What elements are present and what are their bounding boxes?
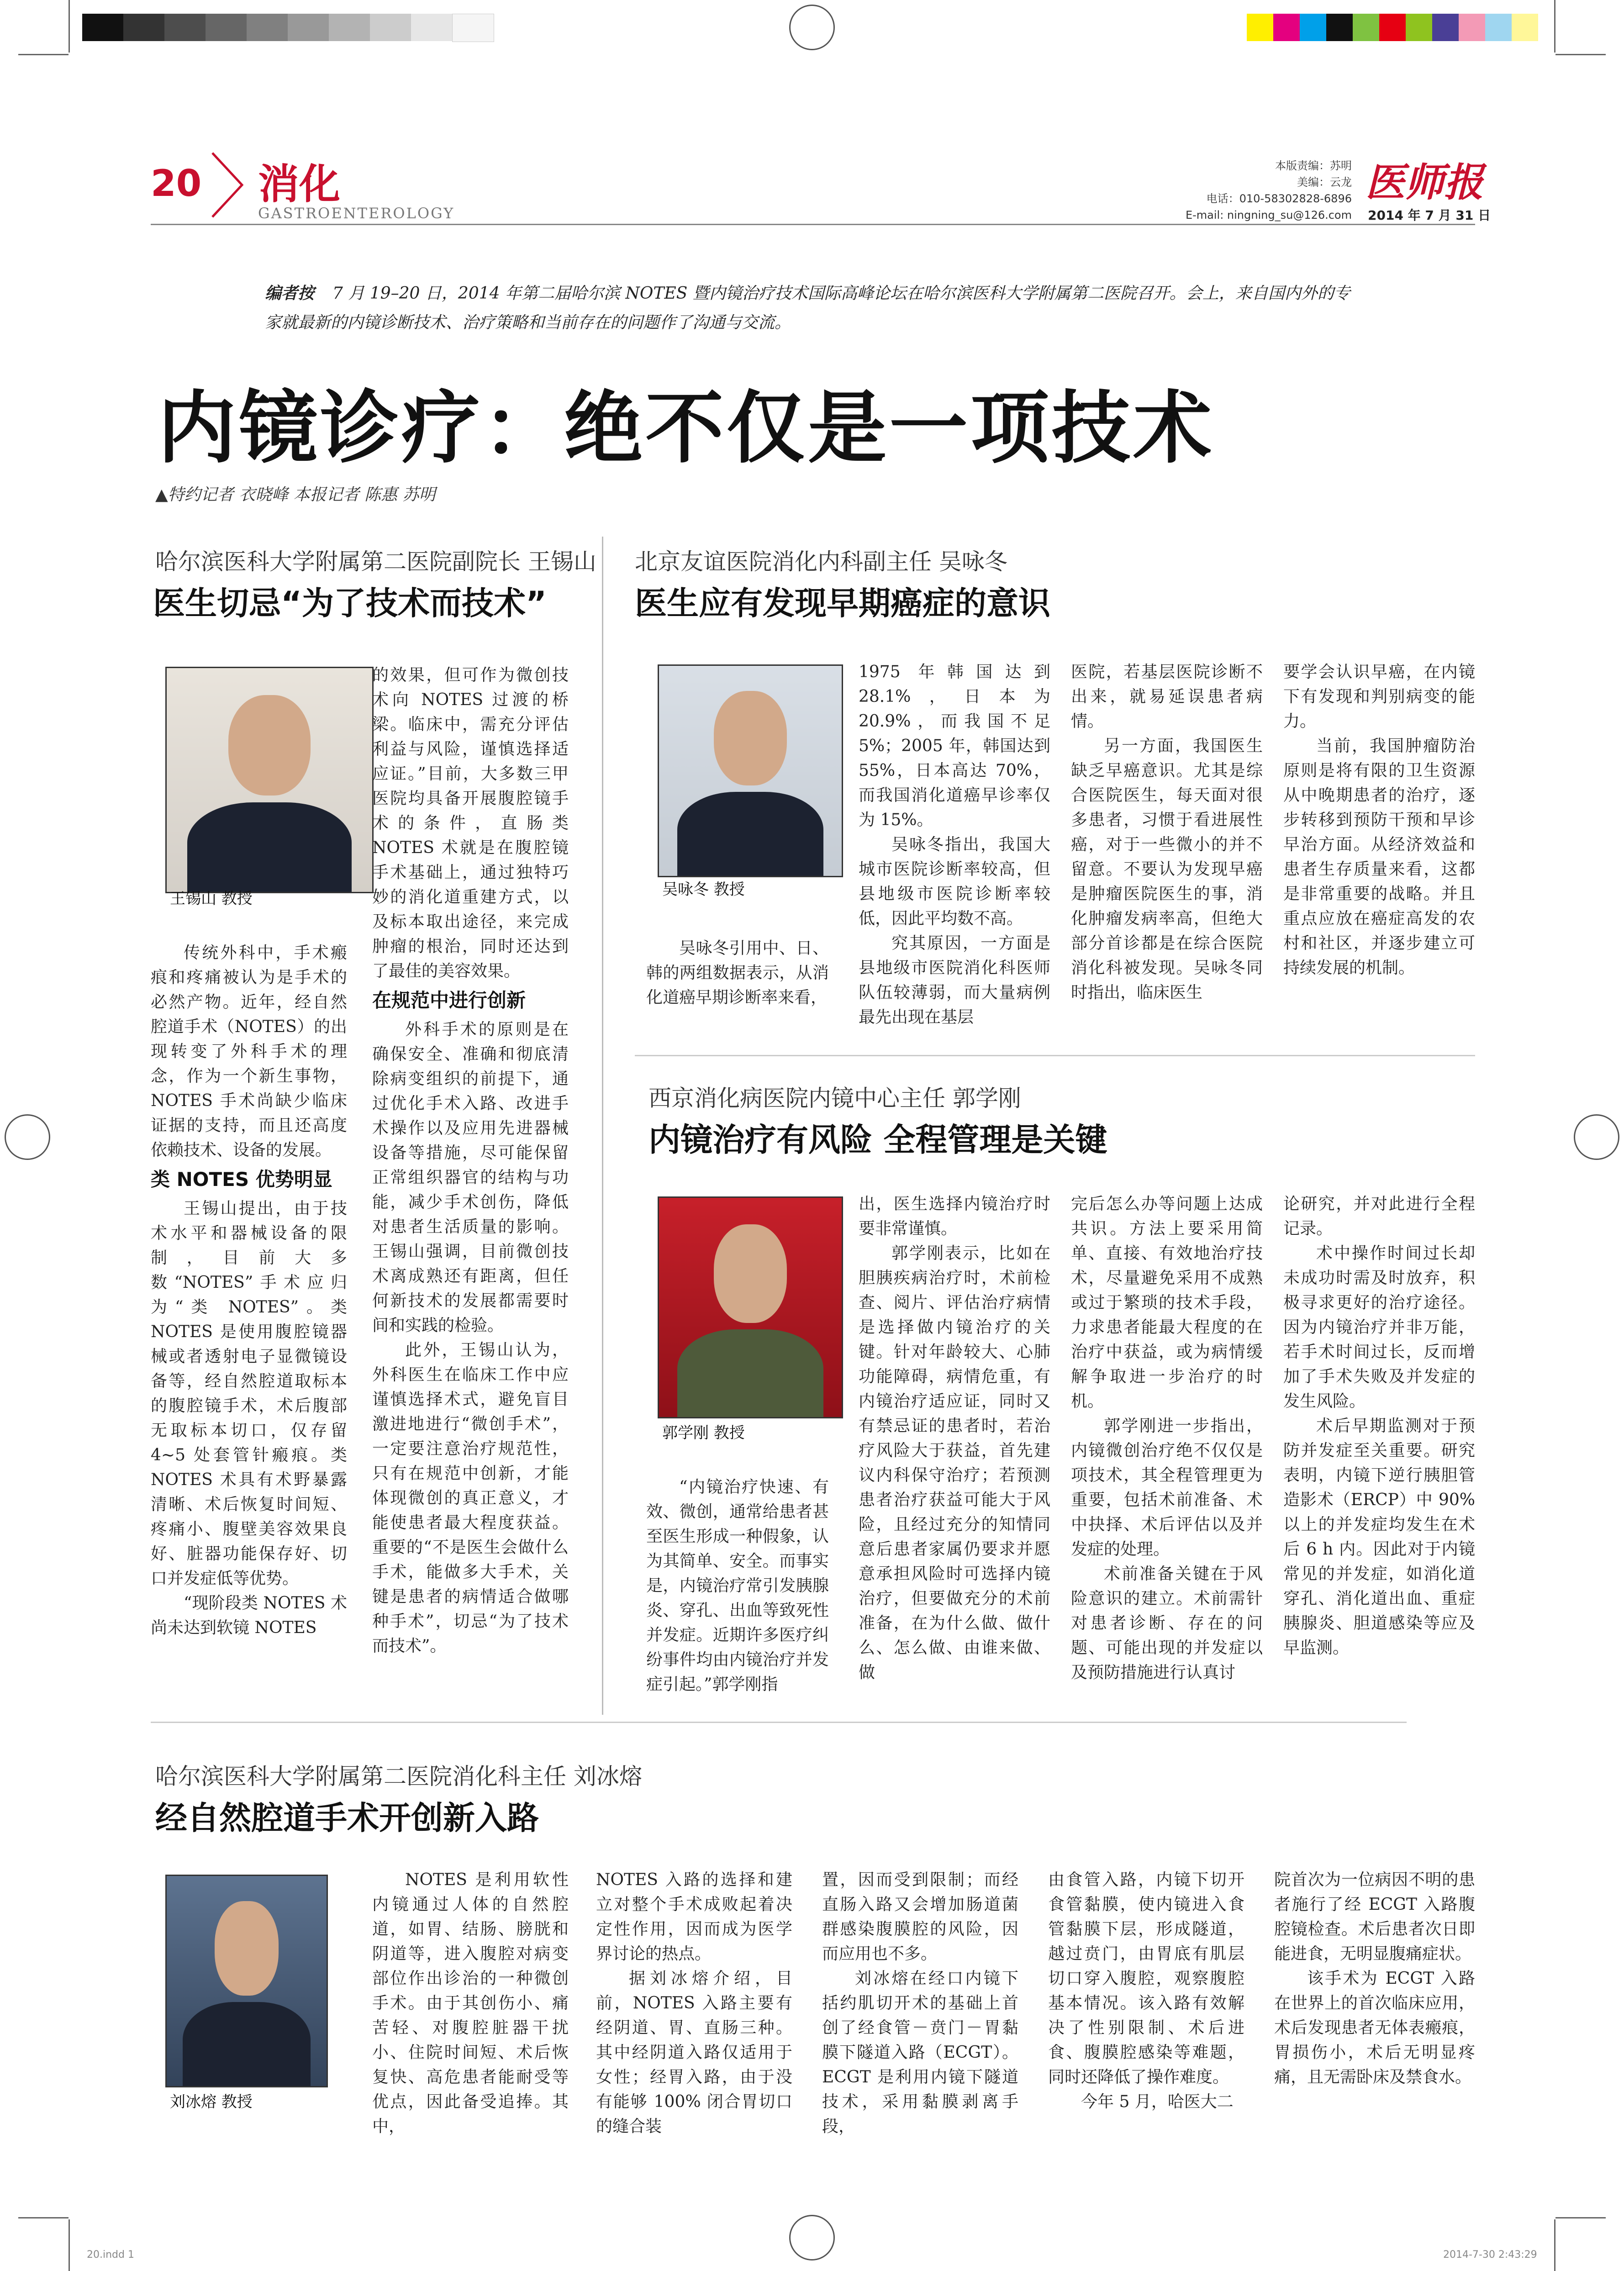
paragraph: 1975 年韩国达到 28.1%，日本为 20.9%，而我国不足 5%；2005 年，韩国达到 55%，日本高达 70%，而我国消化道癌早诊率仅为 15%。: [859, 663, 1050, 829]
paragraph: 外科手术的原则是在确保安全、准确和彻底清除病变组织的前提下，通过优化手术入路、改进手术操作以及应用先进器械设备等措施，尽可能保留正常组织器官的结构与功能，减少手术创伤，降低对患者生活质量的影响。王锡山强调，目前微创技术离成熟还有距离，但任何新技术的发展都需要时间和实践的检验。: [372, 1020, 569, 1335]
contact-email: E-mail: ningning_su@126.com: [1185, 209, 1352, 221]
section-title: 消化: [258, 160, 340, 208]
editor-note: [265, 279, 1361, 337]
crop-mark: [1554, 2219, 1555, 2271]
paragraph: 术后早期监测对于预防并发症至关重要。研究表明，内镜下逆行胰胆管造影术（ERCP）中 90% 以上的并发症均发生在术后 6 h 内。因此对于内镜常见的并发症，如消化道穿孔、消化道出血、重症胰腺炎、胆道感染等应及早监测。: [1283, 1417, 1475, 1657]
paragraph: 院首次为一位病因不明的患者施行了经 ECGT 入路腹腔镜检查。术后患者次日即能进食，无明显腹痛症状。: [1274, 1871, 1475, 1963]
registration-mark-left: [5, 1114, 50, 1160]
paragraph: 吴咏冬指出，我国大城市医院诊断率较高，但县地级市医院诊断率较低，因此平均数不高。: [859, 835, 1050, 928]
paragraph: 的效果，但可作为微创技术向 NOTES 过渡的桥梁。临床中，需充分评估利益与风险，谨慎选择适应证。”目前，大多数三甲医院均具备开展腹腔镜手术的条件，直肠类 NOTES 术就是在腹腔镜手术基础上，通过独特巧妙的消化道重建方式，以及标本取出途径，来完成肿瘤的根治，同时还达到了最佳的美容效果。: [372, 666, 569, 980]
paragraph: “内镜治疗快速、有效、微创，通常给患者甚至医生形成一种假象，认为其简单、安全。而事实是，内镜治疗常引发胰腺炎、穿孔、出血等致死性并发症。近期许多医疗纠纷事件均由内镜治疗并发症引起。”郭学刚指: [646, 1478, 829, 1694]
registration-mark-bottom: [789, 2215, 835, 2260]
editor-note-text: 7 月 19–20 日，2014 年第二届哈尔滨 NOTES 暨内镜治疗技术国际高峰论坛在哈尔滨医科大学附属第二医院召开。会上，来自国内外的专家就最新的内镜诊断技术、治疗策略和当前存在的问题作了沟通与交流。: [265, 284, 1350, 332]
article-title: 经自然腔道手术开创新入路: [155, 1799, 539, 1837]
photo-caption: 王锡山 教授: [170, 890, 253, 908]
contact-phone: 电话：010-58302828-6896: [1206, 192, 1352, 205]
paragraph: 术中操作时间过长却未成功时需及时放弃，积极寻求更好的治疗途径。因为内镜治疗并非万能，若手术时间过长，反而增加了手术失败及并发症的发生风险。: [1283, 1244, 1475, 1411]
article-column: [151, 941, 347, 1640]
footer-timestamp: 2014-7-30 2:43:29: [1443, 2249, 1537, 2260]
portrait-photo: [658, 1196, 843, 1418]
editor-note-label: 编者按: [265, 284, 315, 303]
paragraph: NOTES 入路的选择和建立对整个手术成败起着决定性作用，因而成为医学界讨论的热点。: [596, 1871, 792, 1963]
subheading: 在规范中进行创新: [372, 989, 526, 1012]
article-column: [646, 1475, 829, 1697]
paragraph: 由食管入路，内镜下切开食管黏膜，使内镜进入食管黏膜下层，形成隧道，越过贲门，由胃底有肌层切口穿入腹腔，观察腹腔基本情况。该入路有效解决了性别限制、术后进食、腹膜腔感染等难题，同时还降低了操作难度。: [1048, 1871, 1244, 2087]
article-column: [859, 1192, 1050, 1685]
subheading: 类 NOTES 优势明显: [151, 1168, 332, 1191]
article-column: [1071, 1192, 1263, 1685]
article-kicker: 哈尔滨医科大学附属第二医院副院长 王锡山: [155, 548, 596, 575]
section-divider: [635, 1055, 1475, 1056]
paragraph: 今年 5 月，哈医大二: [1081, 2092, 1234, 2111]
article-kicker: 哈尔滨医科大学附属第二医院消化科主任 刘冰熔: [155, 1763, 642, 1790]
issue-date: 2014 年 7 月 31 日: [1368, 208, 1491, 223]
crop-mark: [1555, 2217, 1606, 2218]
paragraph: 刘冰熔在经口内镜下括约肌切开术的基础上首创了经食管－贲门－胃黏膜下隧道入路（ECGT）。ECGT 是利用内镜下隧道技术，采用黏膜剥离手段，: [822, 1969, 1018, 2136]
portrait-photo: [165, 1875, 328, 2087]
registration-mark-right: [1574, 1114, 1619, 1160]
editor-info: [1183, 158, 1352, 223]
paragraph: 此外，王锡山认为，外科医生在临床工作中应谨慎选择术式，避免盲目激进地进行“微创手术”，一定要注意治疗规范性，只有在规范中创新，才能体现微创的真正意义，才能使患者最大程度获益。重要的“不是医生会做什么手术，能做多大手术，关键是患者的病情适合做哪种手术”，切忌“为了技术而技术”。: [372, 1341, 569, 1655]
article-column: [646, 936, 829, 1010]
portrait-photo: [165, 667, 374, 893]
crop-mark: [69, 2219, 70, 2271]
paragraph: 置，因而受到限制；而经直肠入路又会增加肠道菌群感染腹膜腔的风险，因而应用也不多。: [822, 1871, 1018, 1963]
article-column: [1283, 660, 1475, 980]
portrait-photo: [658, 664, 843, 877]
crop-mark: [1554, 0, 1555, 53]
article-title: 医生切忌“为了技术而技术”: [153, 585, 547, 622]
headline: 内镜诊疗：绝不仅是一项技术: [158, 381, 1214, 474]
editor-name: 本版责编：苏明: [1275, 159, 1352, 172]
chevron-icon: [210, 151, 247, 219]
footer-file: 20.indd 1: [87, 2249, 134, 2260]
paragraph: NOTES 是利用软性内镜通过人体的自然腔道，如胃、结肠、膀胱和阴道等，进入腹腔对病变部位作出诊治的一种微创手术。由于其创伤小、痛苦轻、对腹腔脏器干扰小、住院时间短、术后恢复快、高危患者能耐受等优点，因此备受追捧。其中，: [372, 1871, 569, 2136]
article-column: [1283, 1192, 1475, 1660]
article-kicker: 西京消化病医院内镜中心主任 郭学刚: [649, 1085, 1021, 1112]
paragraph: 完后怎么办等问题上达成共识。方法上要采用简单、直接、有效地治疗技术，尽量避免采用不成熟或过于繁琐的技术手段，力求患者能最大程度的在治疗中获益，或为病情缓解争取进一步治疗的时机。: [1071, 1195, 1263, 1411]
page-number: 20: [151, 162, 202, 205]
article-column: [372, 663, 569, 1659]
paragraph: 吴咏冬引用中、日、韩的两组数据表示，从消化道癌早期诊断率来看，: [646, 939, 829, 1007]
article-column: [1274, 1868, 1475, 2090]
crop-mark: [1555, 54, 1606, 55]
crop-mark: [18, 2217, 69, 2218]
photo-caption: 郭学刚 教授: [662, 1424, 745, 1442]
crop-mark: [69, 0, 70, 53]
paper-logo: 医师报: [1366, 159, 1483, 205]
paragraph: 要学会认识早癌，在内镜下有发现和判别病变的能力。: [1283, 663, 1475, 731]
article-column: [822, 1868, 1018, 2139]
paragraph: 论研究，并对此进行全程记录。: [1283, 1195, 1475, 1238]
paragraph: 王锡山提出，由于技术水平和器械设备的限制，目前大多数“NOTES”手术应归为“类 NOTES”。类 NOTES 是使用腹腔镜器械或者透射电子显微镜设备等，经自然腔道取标本的腹腔镜手术，术后腹部无取标本切口，仅存留 4~5 处套管针瘢痕。类 NOTES 术具有术野暴露清晰、术后恢复时间短、疼痛小、腹壁美容效果良好、脏器功能保存好、切口并发症低等优势。: [151, 1199, 347, 1588]
column-divider: [602, 537, 603, 1715]
article-column: [859, 660, 1050, 1030]
article-column: [372, 1868, 569, 2139]
paragraph: 郭学刚表示，比如在胆胰疾病治疗时，术前检查、阅片、评估治疗病情是选择做内镜治疗的关键。针对年龄较大、心肺功能障碍，病情危重，有内镜治疗适应证，同时又有禁忌证的患者时，若治疗风险大于获益，首先建议内科保守治疗；若预测患者治疗获益可能大于风险，且经过充分的知情同意后患者家属仍要求并愿意承担风险时可选择内镜治疗，但要做充分的术前准备，在为什么做、做什么、怎么做、由谁来做、做: [859, 1244, 1050, 1682]
paragraph: 当前，我国肿瘤防治原则是将有限的卫生资源从中晚期患者的治疗，逐步转移到预防干预和早诊早治方面。从经济效益和患者生存质量来看，这都是非常重要的战略。并且重点应放在癌症高发的农村和社区，并逐步建立可持续发展的机制。: [1283, 737, 1475, 977]
article-kicker: 北京友谊医院消化内科副主任 吴咏冬: [635, 548, 1007, 575]
article-title: 医生应有发现早期癌症的意识: [635, 585, 1050, 622]
paragraph: “现阶段类 NOTES 术尚未达到软镜 NOTES: [151, 1594, 347, 1637]
paragraph: 该手术为 ECGT 入路在世界上的首次临床应用，术后发现患者无体表瘢痕，胃损伤小，术后无明显疼痛，且无需卧床及禁食水。: [1274, 1969, 1475, 2087]
paragraph: 术前准备关键在于风险意识的建立。术前需针对患者诊断、存在的问题、可能出现的并发症以及预防措施进行认真讨: [1071, 1565, 1263, 1682]
article-column: [1048, 1868, 1244, 2114]
crop-mark: [18, 54, 69, 55]
section-divider: [151, 1722, 1407, 1723]
photo-caption: 吴咏冬 教授: [662, 880, 745, 899]
paragraph: 另一方面，我国医生缺乏早癌意识。尤其是综合医院医生，每天面对很多患者，习惯于看进展性癌，对于一些微小的并不留意。不要认为发现早癌是肿瘤医院医生的事，消化肿瘤发病率高，但绝大部分首诊都是在综合医院消化科被发现。吴咏冬同时指出，临床医生: [1071, 737, 1263, 1002]
paragraph: 郭学刚进一步指出，内镜微创治疗绝不仅仅是项技术，其全程管理更为重要，包括术前准备、术中抉择、术后评估以及并发症的处理。: [1071, 1417, 1263, 1559]
paragraph: 出，医生选择内镜治疗时要非常谨慎。: [859, 1195, 1050, 1238]
registration-mark-top: [789, 5, 835, 50]
article-column: [596, 1868, 792, 2139]
paragraph: 据刘冰熔介绍，目前，NOTES 入路主要有经阴道、胃、直肠三种。其中经阴道入路仅适用于女性；经胃入路，由于没有能够 100% 闭合胃切口的缝合装: [596, 1969, 792, 2136]
section-title-en: GASTROENTEROLOGY: [258, 205, 455, 222]
paragraph: 究其原因，一方面是县地级市医院消化科医师队伍较薄弱，而大量病例最先出现在基层: [859, 934, 1050, 1027]
designer-name: 美编：云龙: [1297, 176, 1352, 189]
paragraph: 传统外科中，手术瘢痕和疼痛被认为是手术的必然产物。近年，经自然腔道手术（NOTES）的出现转变了外科手术的理念，作为一个新生事物，NOTES 手术尚缺少临床证据的支持，而且还高度依赖技术、设备的发展。: [151, 943, 347, 1159]
byline: ▲特约记者 衣晓峰 本报记者 陈惠 苏明: [155, 485, 436, 504]
header-rule: [151, 224, 1475, 225]
paragraph: 医院，若基层医院诊断不出来，就易延误患者病情。: [1071, 663, 1263, 731]
article-column: [1071, 660, 1263, 1005]
article-title: 内镜治疗有风险 全程管理是关键: [649, 1121, 1107, 1159]
photo-caption: 刘冰熔 教授: [170, 2093, 253, 2111]
